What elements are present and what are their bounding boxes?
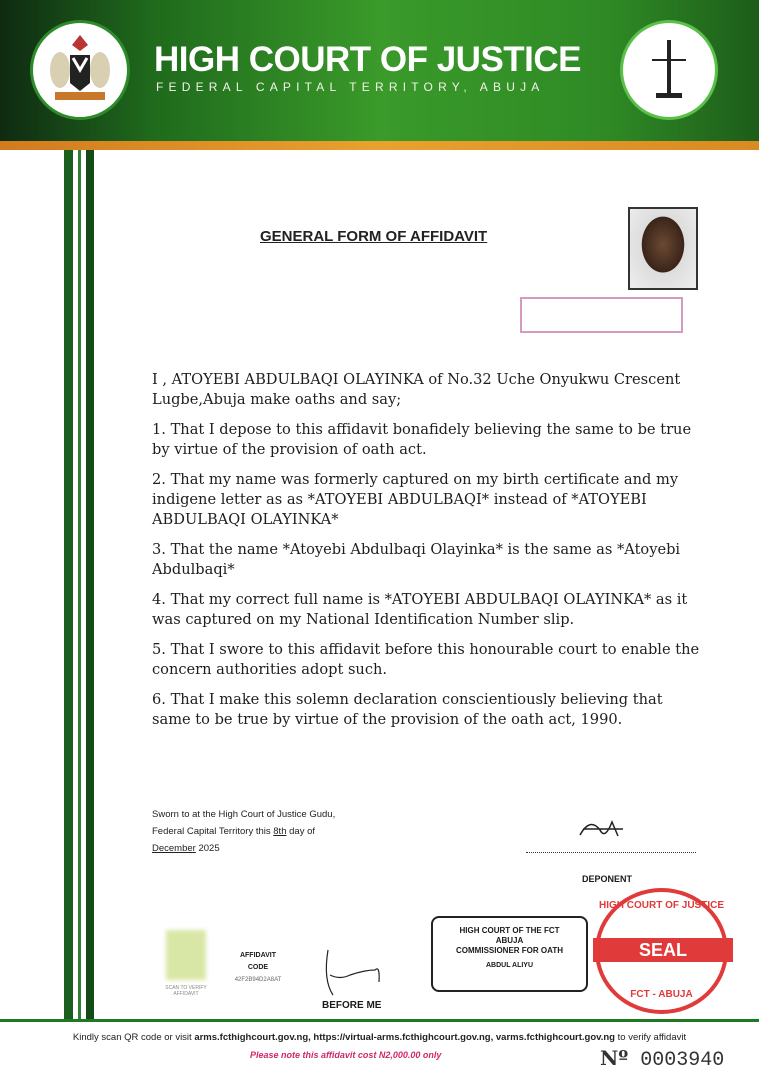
code-label: CODE bbox=[247, 964, 269, 971]
coat-of-arms-icon bbox=[30, 20, 130, 120]
serial-label: Nº bbox=[600, 1046, 629, 1070]
footer-text: to verify affidavit bbox=[615, 1032, 687, 1043]
sworn-line: day of bbox=[286, 826, 316, 837]
serial-value: 0003940 bbox=[640, 1049, 725, 1072]
sworn-year: 2025 bbox=[195, 843, 220, 854]
deponent-label: DEPONENT bbox=[582, 874, 633, 884]
sworn-statement bbox=[152, 806, 335, 857]
footer-divider bbox=[0, 1019, 759, 1022]
court-title: HIGH COURT OF JUSTICE bbox=[154, 40, 582, 79]
footer-text: Kindly scan QR code or visit bbox=[72, 1032, 195, 1043]
seal-label: SEAL bbox=[593, 938, 733, 962]
code-value: 42F2B94D2A8AT bbox=[234, 977, 282, 983]
seal-bottom-text: FCT - ABUJA bbox=[630, 989, 693, 1000]
sworn-day: 8th bbox=[273, 826, 287, 837]
affidavit-body bbox=[152, 370, 700, 740]
court-seal-logo bbox=[620, 20, 718, 120]
paragraph: 6. That I make this solemn declaration conscientiously believing that same to be true by virtue of the provision of the oath act, 1990. bbox=[152, 691, 663, 728]
paragraph-intro: I , ATOYEBI ABDULBAQI OLAYINKA of No.32 Uche Onyukwu Crescent Lugbe,Abuja make oaths and say; bbox=[152, 371, 681, 408]
header-strip bbox=[0, 141, 759, 150]
paragraph: 1. That I depose to this affidavit bonafidely believing the same to be true by virtue of the provision of oath act. bbox=[152, 421, 692, 458]
qr-label: SCAN TO VERIFY AFFIDAVIT bbox=[165, 985, 207, 997]
sworn-month: December bbox=[152, 843, 196, 854]
commissioner-signature bbox=[318, 945, 388, 1000]
decorative-stripe bbox=[86, 150, 94, 1020]
code-label: AFFIDAVIT bbox=[239, 952, 277, 959]
decorative-stripe bbox=[78, 150, 81, 1020]
stamp-line: ABUJA bbox=[495, 936, 524, 945]
serial-number bbox=[600, 1046, 724, 1072]
paragraph: 4. That my correct full name is *ATOYEBI ABDULBAQI OLAYINKA* as it was captured on my National Identification Number slip. bbox=[152, 591, 688, 628]
stamp-line: COMMISSIONER FOR OATH bbox=[456, 946, 563, 955]
paragraph: 2. That my name was formerly captured on my birth certificate and my indigene letter as as *ATOYEBI ABDULBAQI* instead of *ATOYEBI ABDULBAQI OLAYINKA* bbox=[152, 471, 679, 528]
document-title: GENERAL FORM OF AFFIDAVIT bbox=[260, 228, 488, 245]
commissioner-stamp bbox=[431, 916, 588, 992]
signature-line bbox=[526, 852, 696, 853]
verify-links[interactable]: arms.fcthighcourt.gov.ng, https://virtual-arms.fcthighcourt.gov.ng, varms.fcthighcourt.gov.ng bbox=[194, 1032, 615, 1043]
verify-instructions bbox=[0, 1032, 759, 1043]
qr-code[interactable] bbox=[166, 930, 206, 980]
sworn-line: Sworn to at the High Court of Justice Gudu, bbox=[152, 809, 336, 820]
sworn-line: Federal Capital Territory this bbox=[152, 826, 274, 837]
paragraph: 3. That the name *Atoyebi Abdulbaqi Olayinka* is the same as *Atoyebi Abdulbaqi* bbox=[152, 541, 681, 578]
deponent-signature bbox=[575, 815, 630, 847]
court-subtitle: FEDERAL CAPITAL TERRITORY, ABUJA bbox=[156, 80, 545, 94]
pink-stamp bbox=[520, 297, 683, 333]
commissioner-name: ABDUL ALIYU bbox=[485, 962, 534, 969]
decorative-stripe bbox=[64, 150, 73, 1020]
seal-top-text: HIGH COURT OF JUSTICE bbox=[599, 900, 725, 911]
stamp-line: HIGH COURT OF THE FCT bbox=[459, 926, 560, 935]
paragraph: 5. That I swore to this affidavit before this honourable court to enable the concern authorities adopt such. bbox=[152, 641, 700, 678]
affidavit-code bbox=[224, 950, 292, 986]
cost-note: Please note this affidavit cost N2,000.00 only bbox=[250, 1050, 442, 1060]
before-me-label: BEFORE ME bbox=[322, 1000, 382, 1011]
passport-photo bbox=[628, 207, 698, 290]
court-seal-stamp bbox=[595, 888, 728, 1014]
